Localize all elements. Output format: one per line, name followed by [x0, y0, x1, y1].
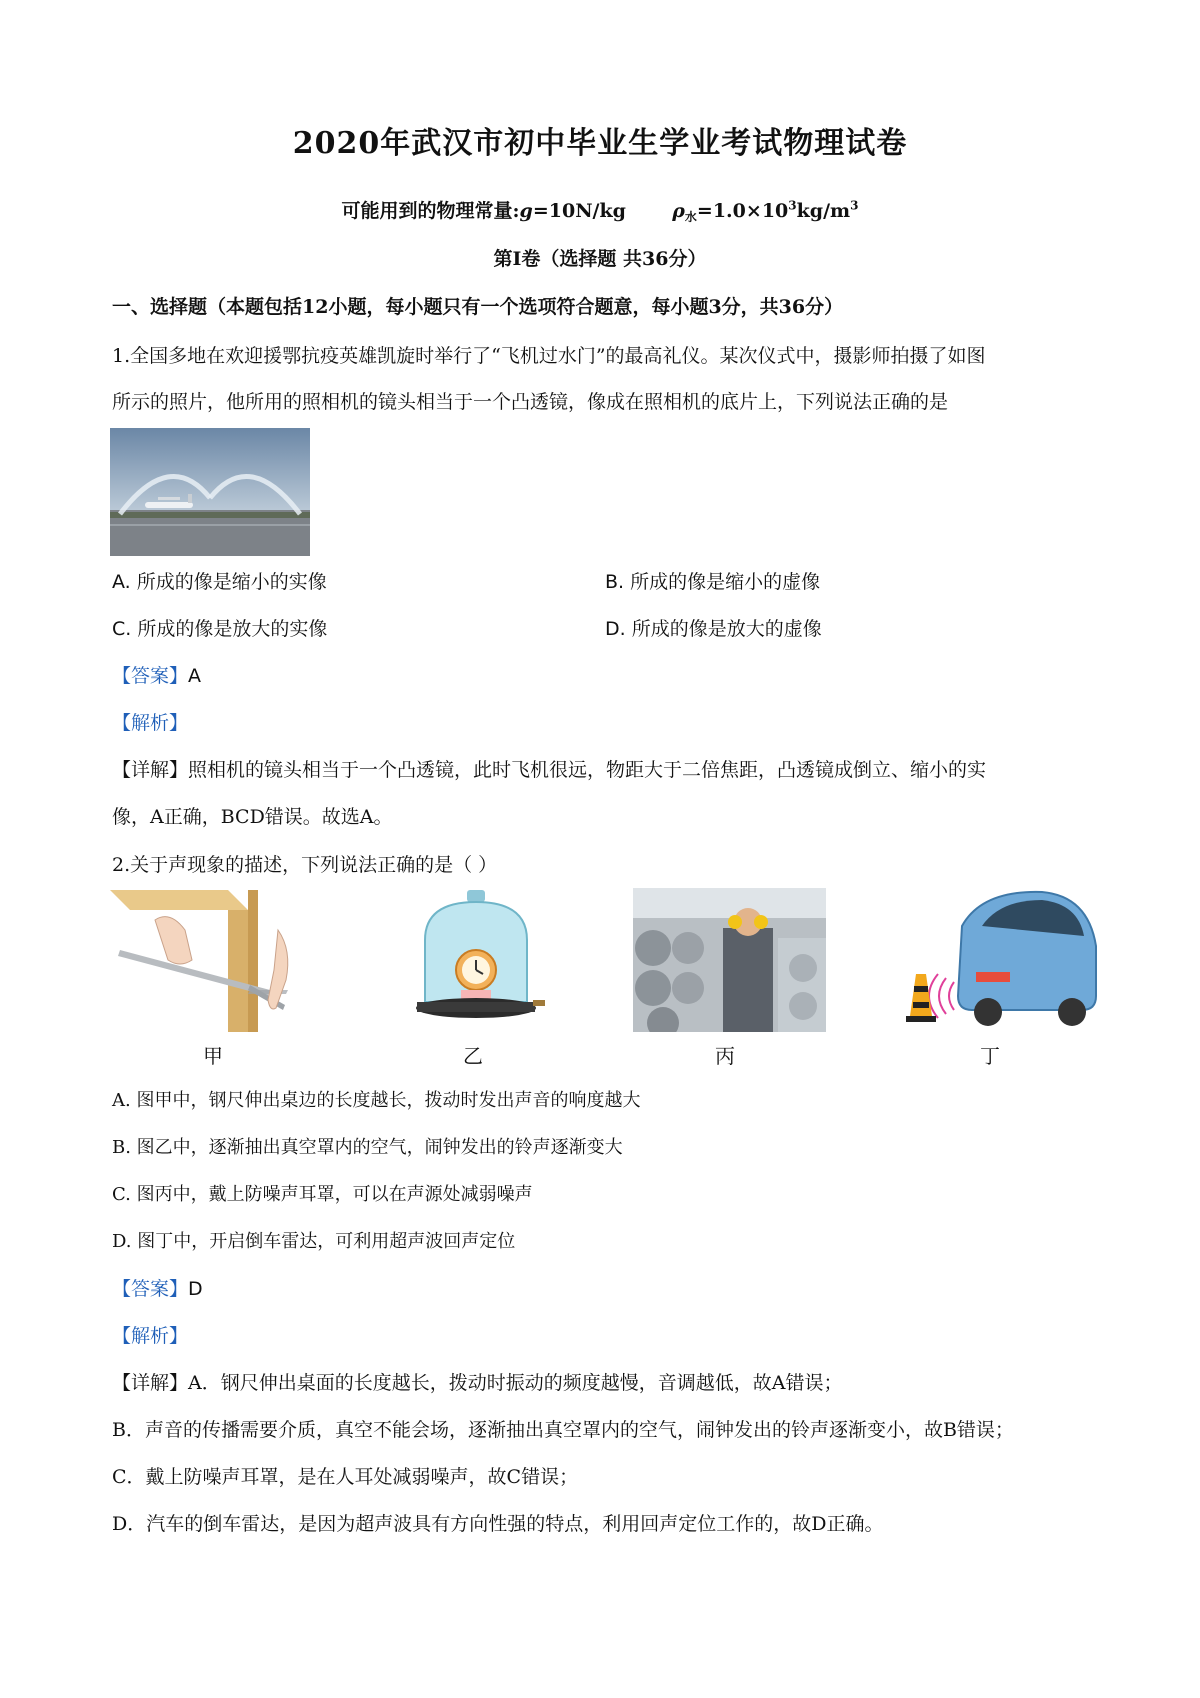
q1-stem-line1: 1.全国多地在欢迎援鄂抗疫英雄凯旋时举行了“飞机过水门”的最高礼仪。某次仪式中，摄影师拍摄了如图: [112, 345, 986, 367]
caption-bing: 丙: [715, 1044, 735, 1068]
q1-answer: 【答案】A: [112, 665, 202, 687]
q1-analysis-label: 【解析】: [112, 712, 189, 734]
q2-figure-bing: [633, 888, 826, 1032]
q2-answer: 【答案】D: [112, 1278, 203, 1300]
q2-detail-d: D．汽车的倒车雷达，是因为超声波具有方向性强的特点，利用回声定位工作的，故D正确。: [112, 1513, 884, 1535]
q2-option-b: B. 图乙中，逐渐抽出真空罩内的空气，闹钟发出的铃声逐渐变大: [112, 1137, 623, 1158]
factory-worker-earmuffs-image: [633, 888, 826, 1032]
section-heading: 一、选择题（本题包括12小题，每小题只有一个选项符合题意，每小题3分，共36分）: [112, 296, 844, 318]
answer-label: 【答案】: [112, 665, 189, 687]
exam-title: 2020年武汉市初中毕业生学业考试物理试卷: [292, 126, 908, 161]
ruler-on-table-image: [110, 890, 302, 1032]
physical-constants: 可能用到的物理常量:g=10N/kg $\rho_水=1.0\times 10^3kg/m^3$: [341, 198, 859, 224]
q1-option-c: C. 所成的像是放大的实像: [112, 618, 328, 640]
q2-detail-c: C．戴上防噪声耳罩，是在人耳处减弱噪声，故C错误；: [112, 1466, 579, 1488]
caption-yi: 乙: [463, 1044, 483, 1068]
q2-detail-b: B．声音的传播需要介质，真空不能会场，逐渐抽出真空罩内的空气，闹钟发出的铃声逐渐变小，故B错误；: [112, 1419, 1014, 1441]
q2-option-d: D. 图丁中，开启倒车雷达，可利用超声波回声定位: [112, 1231, 516, 1252]
q2-analysis-label: 【解析】: [112, 1325, 189, 1347]
q2-figure-jia: [110, 890, 302, 1032]
q2-option-a: A. 图甲中，钢尺伸出桌边的长度越长，拨动时发出声音的响度越大: [112, 1090, 641, 1111]
q1-detail-line2: 像，A正确，BCD错误。故选A。: [112, 806, 393, 828]
volume-heading: 第Ⅰ卷（选择题 共36分）: [493, 248, 707, 270]
car-reversing-radar-image: [892, 886, 1100, 1032]
q1-stem-line2: 所示的照片，他所用的照相机的镜头相当于一个凸透镜，像成在照相机的底片上，下列说法正确的是: [112, 391, 949, 413]
q1-option-a: A. 所成的像是缩小的实像: [112, 571, 327, 593]
q2-figure-ding: [892, 886, 1100, 1032]
q2-option-c: C. 图丙中，戴上防噪声耳罩，可以在声源处减弱噪声: [112, 1184, 533, 1205]
q2-stem: 2.关于声现象的描述，下列说法正确的是（ ）: [112, 854, 498, 876]
q1-option-d: D. 所成的像是放大的虚像: [605, 618, 822, 640]
q1-option-b: B. 所成的像是缩小的虚像: [605, 571, 821, 593]
q2-detail-a: 【详解】A．钢尺伸出桌面的长度越长，拨动时振动的频度越慢，音调越低，故A错误；: [112, 1372, 843, 1394]
q1-airplane-photo: [110, 428, 310, 556]
answer-label: 【答案】: [112, 1278, 189, 1300]
caption-jia: 甲: [203, 1044, 223, 1068]
q2-figure-yi: [405, 890, 547, 1032]
caption-ding: 丁: [980, 1044, 1000, 1068]
airplane-water-gate-image: [110, 428, 310, 556]
q1-detail-line1: 【详解】照相机的镜头相当于一个凸透镜，此时飞机很远，物距大于二倍焦距，凸透镜成倒立、缩小的实: [112, 759, 987, 781]
bell-jar-alarm-clock-image: [405, 890, 547, 1032]
